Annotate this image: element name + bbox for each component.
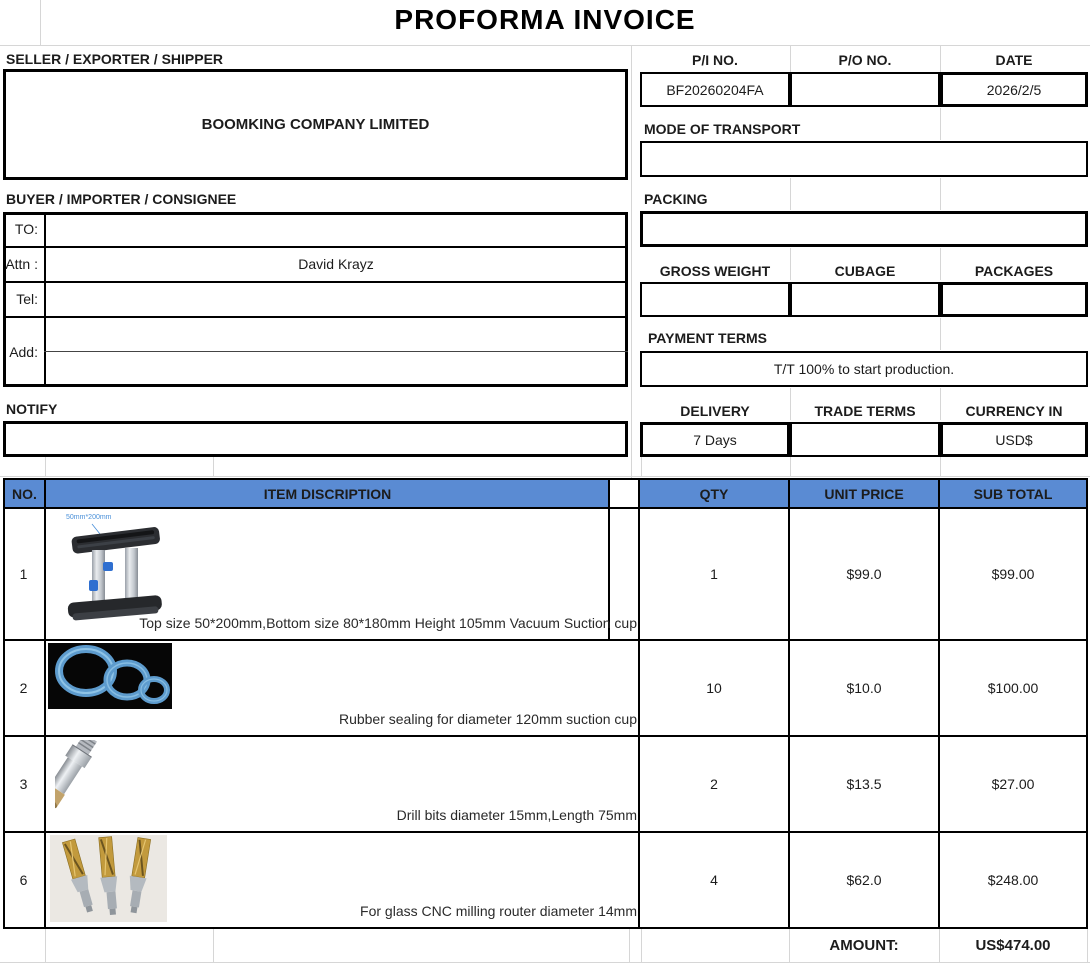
po-no-field[interactable] [790,72,940,107]
product-image-rubber-sealing-rings [48,643,172,709]
notify-field[interactable] [3,421,628,457]
col-header-unit-price: UNIT PRICE [824,485,904,502]
po-no-label: P/O NO. [838,52,892,68]
cubage-field[interactable] [790,282,940,317]
date-field: 2026/2/5 [940,72,1088,107]
gridline [641,457,642,476]
item-description: Rubber sealing for diameter 120mm suction cup [338,711,637,727]
row-no: 1 [19,566,28,582]
tel-label: Tel: [16,290,38,307]
packages-field[interactable] [940,282,1088,317]
trade-terms-field[interactable] [790,422,940,457]
gridline [790,457,791,476]
attn-field[interactable]: David Krayz [298,255,374,272]
gridline [0,45,1090,46]
cubage-label: CUBAGE [834,263,896,279]
payment-terms-label: PAYMENT TERMS [648,330,768,346]
notify-section-label: NOTIFY [6,401,58,417]
item-description: For glass CNC milling router diameter 14mm [360,903,637,919]
col-header-description: ITEM DISCRIPTION [263,485,392,502]
mode-of-transport-label: MODE OF TRANSPORT [644,121,801,137]
buyer-section-label: BUYER / IMPORTER / CONSIGNEE [6,191,237,207]
delivery-label: DELIVERY [680,403,750,419]
item-qty: 4 [710,872,718,888]
row-no: 6 [19,872,28,888]
gridline [40,0,41,45]
table-border [1086,478,1088,929]
add-label: Add: [9,343,38,360]
delivery-field: 7 Days [640,422,790,457]
item-qty: 2 [710,776,718,792]
seller-section-label: SELLER / EXPORTER / SHIPPER [6,51,224,67]
to-label: TO: [14,221,38,237]
item-qty: 10 [706,680,722,696]
packages-label: PACKAGES [974,263,1054,279]
payment-terms-field: T/T 100% to start production. [640,351,1088,387]
item-description: Drill bits diameter 15mm,Length 75mm [396,807,637,823]
gridline [939,929,940,962]
item-unit-price: $10.0 [846,680,882,696]
gridline [213,457,214,476]
item-sub-total: $248.00 [987,872,1039,888]
attn-label: Attn : [5,255,38,272]
col-header-sub-total: SUB TOTAL [973,485,1053,502]
currency-in-field: USD$ [940,422,1088,457]
trade-terms-label: TRADE TERMS [814,403,916,419]
item-sub-total: $99.00 [991,566,1035,582]
currency-in-label: CURRENCY IN [965,403,1063,419]
tel-field[interactable] [46,281,626,316]
gridline [631,46,632,478]
gridline [940,457,941,476]
gridline [940,318,941,350]
gridline [641,929,642,962]
col-header-no: NO. [12,485,37,502]
gridline [45,929,46,962]
add-field[interactable] [46,316,626,387]
gross-weight-label: GROSS WEIGHT [659,263,771,279]
gridline [45,457,46,476]
item-sub-total: $100.00 [987,680,1039,696]
product-image-note: 50mm*200mm [66,514,112,521]
amount-label: AMOUNT: [829,937,899,954]
page-title: PROFORMA INVOICE [394,4,696,35]
to-field[interactable] [46,212,626,246]
row-no: 3 [19,776,28,792]
gridline [789,929,790,962]
item-description: Top size 50*200mm,Bottom size 80*180mm Height 105mm Vacuum Suction cup [139,615,637,631]
packing-label: PACKING [644,191,708,207]
amount-value: US$474.00 [975,937,1051,954]
gridline [790,178,791,210]
gridline [629,929,630,962]
col-header-qty: QTY [699,485,729,502]
item-qty: 1 [710,566,718,582]
gridline [213,929,214,962]
packing-field[interactable] [640,211,1088,247]
table-border [44,478,46,929]
item-unit-price: $13.5 [846,776,882,792]
gridline [0,476,1090,477]
item-unit-price: $62.0 [846,872,882,888]
gridline [0,962,1090,963]
pi-no-field: BF20260204FA [640,72,790,107]
row-no: 2 [19,680,28,696]
gridline [940,108,941,140]
gridline [940,178,941,210]
product-image-vacuum-suction-cup [62,512,167,624]
mode-of-transport-field[interactable] [640,141,1088,177]
seller-company-name: BOOMKING COMPANY LIMITED [201,116,430,133]
date-label: DATE [995,52,1033,68]
item-sub-total: $27.00 [991,776,1035,792]
pi-no-label: P/I NO. [692,52,738,68]
item-unit-price: $99.0 [846,566,882,582]
gross-weight-field[interactable] [640,282,790,317]
gridline [1087,929,1088,962]
